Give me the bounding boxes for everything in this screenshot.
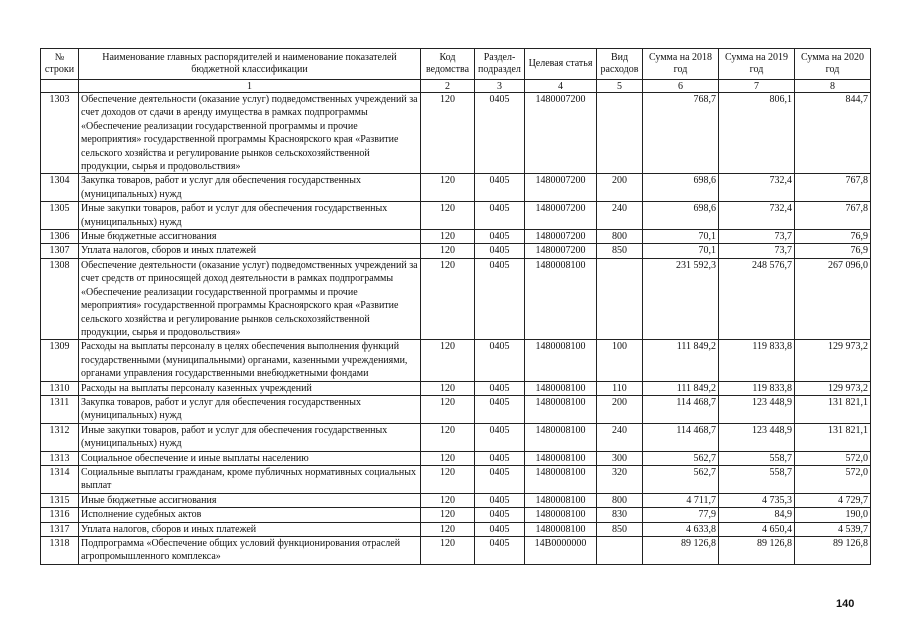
row-section-code: 0405 xyxy=(475,395,525,423)
header-target: Целевая статья xyxy=(525,49,597,80)
row-sum-2020: 89 126,8 xyxy=(795,537,871,565)
row-name: Уплата налогов, сборов и иных платежей xyxy=(79,244,421,258)
row-name: Уплата налогов, сборов и иных платежей xyxy=(79,522,421,536)
row-sum-2018: 111 849,2 xyxy=(643,340,719,381)
row-name: Исполнение судебных актов xyxy=(79,508,421,522)
column-number: 7 xyxy=(719,80,795,93)
row-number: 1313 xyxy=(41,451,79,465)
row-sum-2018: 562,7 xyxy=(643,465,719,493)
row-sum-2019: 119 833,8 xyxy=(719,340,795,381)
row-section-code: 0405 xyxy=(475,340,525,381)
row-sum-2020: 267 096,0 xyxy=(795,258,871,339)
row-section-code: 0405 xyxy=(475,465,525,493)
column-number xyxy=(41,80,79,93)
table-row xyxy=(41,93,871,174)
row-section-code: 0405 xyxy=(475,508,525,522)
row-number: 1303 xyxy=(41,93,79,174)
row-number: 1317 xyxy=(41,522,79,536)
row-target-code: 1480008100 xyxy=(525,493,597,507)
header-row xyxy=(41,49,871,80)
row-sum-2019: 119 833,8 xyxy=(719,381,795,395)
row-sum-2018: 4 711,7 xyxy=(643,493,719,507)
header-row-no: № строки xyxy=(41,49,79,80)
row-sum-2019: 123 448,9 xyxy=(719,395,795,423)
row-sum-2018: 111 849,2 xyxy=(643,381,719,395)
row-kind-code: 300 xyxy=(597,451,643,465)
row-sum-2020: 572,0 xyxy=(795,465,871,493)
row-sum-2018: 562,7 xyxy=(643,451,719,465)
row-sum-2020: 131 821,1 xyxy=(795,395,871,423)
row-sum-2019: 89 126,8 xyxy=(719,537,795,565)
row-target-code: 1480007200 xyxy=(525,174,597,202)
row-kind-code: 240 xyxy=(597,202,643,230)
table-row xyxy=(41,493,871,507)
row-sum-2018: 77,9 xyxy=(643,508,719,522)
row-name: Иные бюджетные ассигнования xyxy=(79,493,421,507)
row-target-code: 1480008100 xyxy=(525,423,597,451)
row-name: Обеспечение деятельности (оказание услуг) подведомственных учреждений за счет средств от приносящей доход деятельности в рамках подпрограммы «Обеспечение реализации государственной программы и прочие мероприятия» государственной программы Красноярского края «Развитие сельского хозяйства и регулирование рынков сельскохозяйственной продукции, сырья и продовольствия» xyxy=(79,258,421,339)
row-kind-code: 240 xyxy=(597,423,643,451)
row-target-code: 1480007200 xyxy=(525,202,597,230)
row-dept-code: 120 xyxy=(421,451,475,465)
row-kind-code: 850 xyxy=(597,522,643,536)
row-sum-2019: 4 735,3 xyxy=(719,493,795,507)
row-sum-2018: 231 592,3 xyxy=(643,258,719,339)
row-sum-2019: 123 448,9 xyxy=(719,423,795,451)
row-sum-2020: 131 821,1 xyxy=(795,423,871,451)
row-name: Расходы на выплаты персоналу казенных учреждений xyxy=(79,381,421,395)
column-number: 5 xyxy=(597,80,643,93)
row-kind-code: 830 xyxy=(597,508,643,522)
table-body xyxy=(41,93,871,565)
row-section-code: 0405 xyxy=(475,202,525,230)
row-sum-2020: 76,9 xyxy=(795,230,871,244)
row-number: 1316 xyxy=(41,508,79,522)
row-sum-2020: 767,8 xyxy=(795,174,871,202)
row-kind-code: 200 xyxy=(597,174,643,202)
row-sum-2020: 4 729,7 xyxy=(795,493,871,507)
row-section-code: 0405 xyxy=(475,537,525,565)
row-section-code: 0405 xyxy=(475,258,525,339)
row-sum-2018: 70,1 xyxy=(643,244,719,258)
table-row xyxy=(41,244,871,258)
row-section-code: 0405 xyxy=(475,451,525,465)
header-section: Раздел-подраздел xyxy=(475,49,525,80)
row-dept-code: 120 xyxy=(421,508,475,522)
row-section-code: 0405 xyxy=(475,381,525,395)
row-sum-2020: 76,9 xyxy=(795,244,871,258)
column-number: 4 xyxy=(525,80,597,93)
row-number: 1318 xyxy=(41,537,79,565)
row-dept-code: 120 xyxy=(421,230,475,244)
row-name: Закупка товаров, работ и услуг для обеспечения государственных (муниципальных) нужд xyxy=(79,395,421,423)
row-section-code: 0405 xyxy=(475,522,525,536)
row-sum-2018: 698,6 xyxy=(643,174,719,202)
table-row xyxy=(41,451,871,465)
row-sum-2018: 70,1 xyxy=(643,230,719,244)
row-number: 1306 xyxy=(41,230,79,244)
row-kind-code xyxy=(597,93,643,174)
row-sum-2019: 558,7 xyxy=(719,451,795,465)
header-sum-2018: Сумма на 2018 год xyxy=(643,49,719,80)
row-dept-code: 120 xyxy=(421,244,475,258)
row-number: 1307 xyxy=(41,244,79,258)
row-dept-code: 120 xyxy=(421,522,475,536)
row-number: 1314 xyxy=(41,465,79,493)
row-name: Иные закупки товаров, работ и услуг для обеспечения государственных (муниципальных) нужд xyxy=(79,202,421,230)
row-dept-code: 120 xyxy=(421,174,475,202)
header-sum-2020: Сумма на 2020 год xyxy=(795,49,871,80)
row-kind-code: 800 xyxy=(597,493,643,507)
table-row xyxy=(41,202,871,230)
header-kind: Вид расходов xyxy=(597,49,643,80)
row-target-code: 1480008100 xyxy=(525,258,597,339)
column-number: 2 xyxy=(421,80,475,93)
row-target-code: 1480008100 xyxy=(525,381,597,395)
row-number: 1309 xyxy=(41,340,79,381)
row-kind-code: 850 xyxy=(597,244,643,258)
row-dept-code: 120 xyxy=(421,202,475,230)
row-sum-2018: 89 126,8 xyxy=(643,537,719,565)
row-number: 1315 xyxy=(41,493,79,507)
row-sum-2018: 114 468,7 xyxy=(643,423,719,451)
row-name: Подпрограмма «Обеспечение общих условий функционирования отраслей агропромышленного комплекса» xyxy=(79,537,421,565)
column-number: 8 xyxy=(795,80,871,93)
row-name: Иные закупки товаров, работ и услуг для обеспечения государственных (муниципальных) нужд xyxy=(79,423,421,451)
row-sum-2019: 73,7 xyxy=(719,230,795,244)
row-dept-code: 120 xyxy=(421,395,475,423)
table-row xyxy=(41,423,871,451)
column-number: 1 xyxy=(79,80,421,93)
row-section-code: 0405 xyxy=(475,244,525,258)
row-sum-2019: 558,7 xyxy=(719,465,795,493)
row-sum-2018: 4 633,8 xyxy=(643,522,719,536)
row-number: 1312 xyxy=(41,423,79,451)
row-number: 1305 xyxy=(41,202,79,230)
row-target-code: 1480007200 xyxy=(525,244,597,258)
row-sum-2019: 732,4 xyxy=(719,202,795,230)
header-name: Наименование главных распорядителей и наименование показателей бюджетной классификации xyxy=(79,49,421,80)
row-sum-2019: 73,7 xyxy=(719,244,795,258)
row-sum-2019: 4 650,4 xyxy=(719,522,795,536)
row-target-code: 1480008100 xyxy=(525,340,597,381)
row-number: 1308 xyxy=(41,258,79,339)
row-kind-code: 100 xyxy=(597,340,643,381)
row-sum-2020: 4 539,7 xyxy=(795,522,871,536)
row-name: Обеспечение деятельности (оказание услуг) подведомственных учреждений за счет доходов от сдачи в аренду имущества в рамках подпрограммы «Обеспечение реализации государственной программы и прочие мероприятия» государственной программы Красноярского края «Развитие сельского хозяйства и регулирование рынков сельскохозяйственной продукции, сырья и продовольствия» xyxy=(79,93,421,174)
row-sum-2018: 698,6 xyxy=(643,202,719,230)
row-number: 1310 xyxy=(41,381,79,395)
row-target-code: 1480007200 xyxy=(525,93,597,174)
page-number: 140 xyxy=(836,598,855,610)
row-target-code: 1480008100 xyxy=(525,451,597,465)
row-target-code: 1480008100 xyxy=(525,395,597,423)
row-kind-code xyxy=(597,537,643,565)
row-dept-code: 120 xyxy=(421,465,475,493)
table-row xyxy=(41,522,871,536)
row-name: Расходы на выплаты персоналу в целях обеспечения выполнения функций государственными (муниципальными) органами, казенными учреждениями, органами управления государственными внебюджетными фондами xyxy=(79,340,421,381)
row-kind-code: 800 xyxy=(597,230,643,244)
row-sum-2018: 768,7 xyxy=(643,93,719,174)
row-kind-code: 320 xyxy=(597,465,643,493)
row-sum-2020: 129 973,2 xyxy=(795,340,871,381)
table-row xyxy=(41,537,871,565)
row-target-code: 1480007200 xyxy=(525,230,597,244)
budget-table xyxy=(40,48,871,565)
column-number-row xyxy=(41,80,871,93)
header-sum-2019: Сумма на 2019 год xyxy=(719,49,795,80)
column-number: 6 xyxy=(643,80,719,93)
row-number: 1304 xyxy=(41,174,79,202)
row-target-code: 1480008100 xyxy=(525,508,597,522)
row-sum-2020: 572,0 xyxy=(795,451,871,465)
row-name: Закупка товаров, работ и услуг для обеспечения государственных (муниципальных) нужд xyxy=(79,174,421,202)
row-section-code: 0405 xyxy=(475,93,525,174)
table-row xyxy=(41,465,871,493)
row-sum-2018: 114 468,7 xyxy=(643,395,719,423)
row-dept-code: 120 xyxy=(421,493,475,507)
row-kind-code xyxy=(597,258,643,339)
row-sum-2019: 732,4 xyxy=(719,174,795,202)
row-section-code: 0405 xyxy=(475,230,525,244)
row-number: 1311 xyxy=(41,395,79,423)
row-dept-code: 120 xyxy=(421,340,475,381)
row-section-code: 0405 xyxy=(475,423,525,451)
table-row xyxy=(41,174,871,202)
row-name: Социальное обеспечение и иные выплаты населению xyxy=(79,451,421,465)
row-target-code: 14В0000000 xyxy=(525,537,597,565)
row-dept-code: 120 xyxy=(421,93,475,174)
table-row xyxy=(41,258,871,339)
table-row xyxy=(41,395,871,423)
row-sum-2020: 129 973,2 xyxy=(795,381,871,395)
row-sum-2019: 84,9 xyxy=(719,508,795,522)
row-section-code: 0405 xyxy=(475,493,525,507)
table-row xyxy=(41,508,871,522)
row-sum-2020: 844,7 xyxy=(795,93,871,174)
column-number: 3 xyxy=(475,80,525,93)
row-name: Социальные выплаты гражданам, кроме публичных нормативных социальных выплат xyxy=(79,465,421,493)
header-dept: Код ведомства xyxy=(421,49,475,80)
row-name: Иные бюджетные ассигнования xyxy=(79,230,421,244)
row-target-code: 1480008100 xyxy=(525,465,597,493)
row-section-code: 0405 xyxy=(475,174,525,202)
table-row xyxy=(41,340,871,381)
row-target-code: 1480008100 xyxy=(525,522,597,536)
table-row xyxy=(41,381,871,395)
row-sum-2019: 248 576,7 xyxy=(719,258,795,339)
row-dept-code: 120 xyxy=(421,258,475,339)
row-kind-code: 200 xyxy=(597,395,643,423)
row-sum-2020: 767,8 xyxy=(795,202,871,230)
row-dept-code: 120 xyxy=(421,537,475,565)
row-sum-2019: 806,1 xyxy=(719,93,795,174)
row-kind-code: 110 xyxy=(597,381,643,395)
row-sum-2020: 190,0 xyxy=(795,508,871,522)
table-row xyxy=(41,230,871,244)
row-dept-code: 120 xyxy=(421,381,475,395)
row-dept-code: 120 xyxy=(421,423,475,451)
